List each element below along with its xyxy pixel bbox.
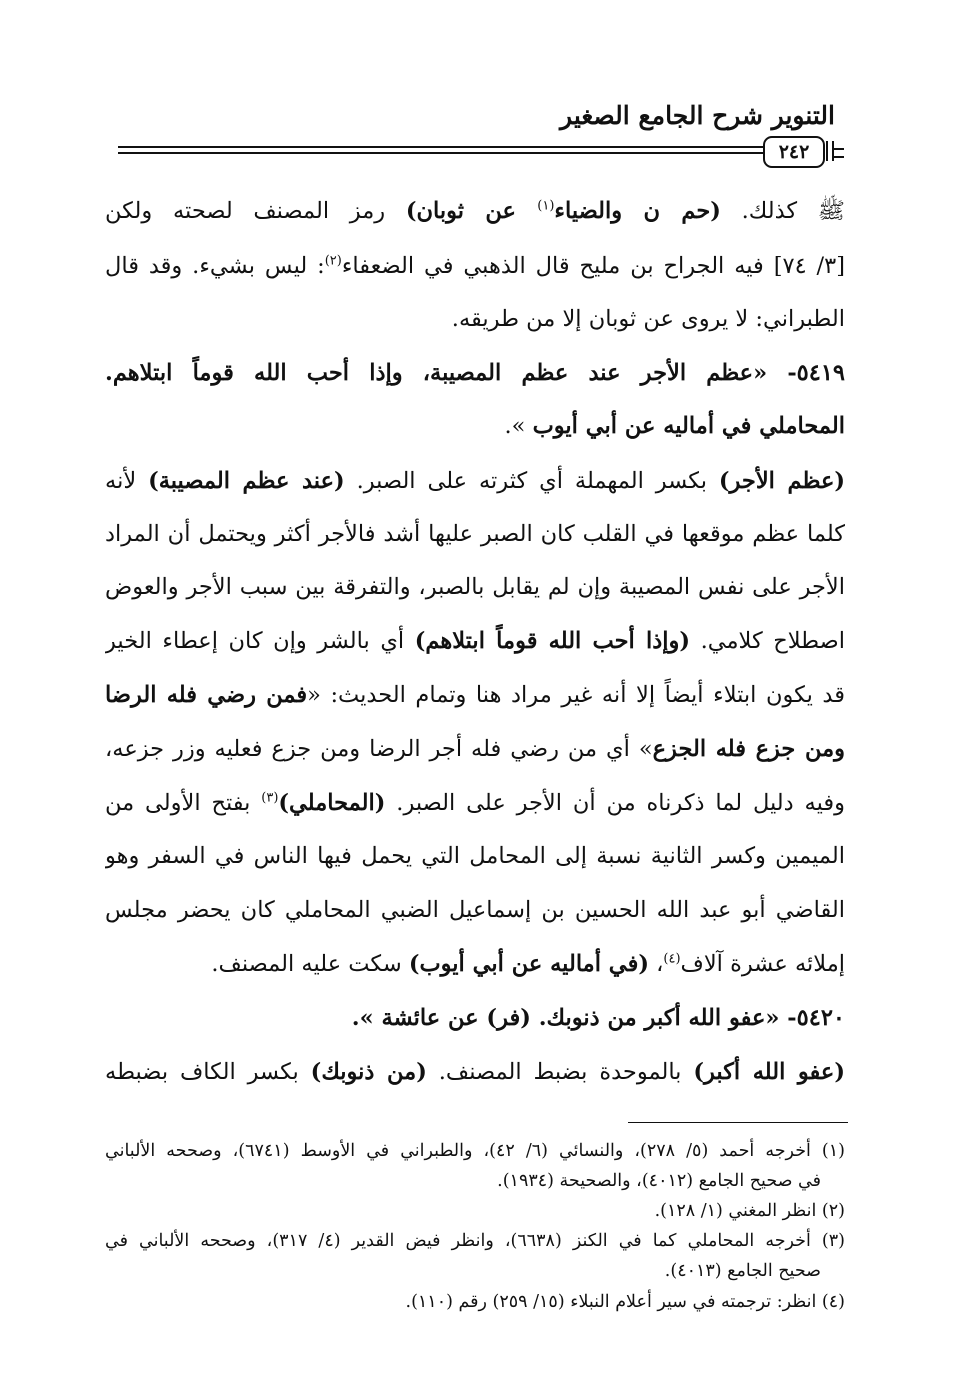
text-span: اصطلاح كلامي. [690, 628, 845, 654]
citation-bold: عن ثوبان) [405, 198, 538, 224]
text-span: وفيه دليل لما ذكرناه من أن الأجر على الصبر. [385, 790, 845, 816]
page-number-ornament-lines [834, 148, 844, 158]
text-line-12 [105, 783, 845, 823]
text-line-2 [105, 246, 845, 286]
page-number-ornament [826, 141, 834, 161]
footnote-separator [628, 1122, 848, 1123]
lemma-bold: (عفو الله أكبر) [693, 1059, 845, 1085]
text-line-17 [105, 1052, 845, 1092]
text-line-14 [105, 890, 845, 930]
footnote-3-line-2: صحيح الجامع (٤٠١٣). [664, 1261, 821, 1281]
quote-bold: فمن رضي فله الرضا [105, 682, 308, 708]
text-span: [٣/ ٧٤] فيه الجراح بن مليح قال الذهبي في الضعفاء [341, 253, 845, 279]
footnote-ref-3: (٣) [261, 790, 279, 806]
text-span: كلما عظم موقعها في القلب كان الصبر عليها أشد فالأجر أكثر ويحتمل أن المراد [105, 521, 845, 547]
lemma-bold: (وإذا أحب الله قوماً ابتلاهم) [414, 628, 691, 654]
text-span: بكسر الكاف بضبطه [105, 1059, 311, 1085]
text-span: الطبراني: لا يروى عن ثوبان إلا من طريقه. [451, 306, 845, 332]
lemma-bold: (في أماليه عن أبي أيوب) [408, 951, 649, 977]
text-span: الأجر على نفس المصيبة وإن لم يقابل بالصبر، والتفرقة بين سبب الأجر والعوض [105, 574, 845, 600]
footnote-4: (٤) انظر: ترجمته في سير أعلام النبلاء (١٥/ ٢٥٩) رقم (١١٠). [405, 1292, 845, 1312]
footnote-1-line-1: (١) أخرجه أحمد (٥/ ٢٧٨)، والنسائي (٦/ ٤٢)، والطبراني في الأوسط (٦٧٤١)، وصححه الألباني [105, 1141, 845, 1161]
text-line-1 [105, 191, 845, 231]
text-span: ، [648, 951, 664, 977]
text-line-8 [105, 567, 845, 607]
text-span: بالموحدة بضبط المصنف. [426, 1059, 694, 1085]
footnote-ref-2: (٢) [324, 253, 342, 269]
footnote-1-line-2: في صحيح الجامع (٤٠١٢)، والصحيحة (١٩٣٤). [497, 1171, 821, 1191]
text-span: أي بالشر وإن كان إعطاء الخير [105, 628, 415, 654]
hadith-5419-line-2 [105, 406, 845, 446]
text-span: القاضي أبو عبد الله الحسين بن إسماعيل الضبي المحاملي كان يحضر مجلس [105, 897, 845, 923]
page-number: ٢٤٢ [763, 136, 825, 168]
quote-bold: ومن جزع فله الجزع [652, 736, 845, 762]
text-span: رمز المصنف لصحته ولكن [105, 198, 406, 224]
text-span: » أي من رضي فله أجر الرضا ومن جزع فعليه وزر جزعه، [105, 736, 653, 762]
text-span: بفتح الأولى من [105, 790, 262, 816]
text-line-11 [105, 729, 845, 769]
footnote-3-line-1: (٣) أخرجه المحاملي كما في الكنز (٦٦٣٨)، وانظر فيض القدير (٤/ ٣١٧)، وصححه الألباني في [105, 1231, 845, 1251]
text-span: لأنه [105, 468, 149, 494]
footnote-2: (٢) انظر المغني (١/ ١٢٨). [654, 1201, 845, 1221]
hadith-5420 [105, 998, 845, 1038]
text-span: قد يكون ابتلاء أيضاً إلا أنه غير مراد هنا وتمام الحديث: « [307, 682, 845, 708]
text-span: سكت عليه المصنف. [211, 951, 409, 977]
text-span: ». [504, 413, 533, 439]
header-rule-top [118, 146, 763, 148]
text-span: بكسر المهملة أي كثرته على الصبر. [344, 468, 719, 494]
lemma-bold: (عند عظم المصيبة) [148, 468, 345, 494]
text-line-6 [105, 461, 845, 501]
footnote-ref-4: (٤) [663, 951, 681, 967]
text-line-9 [105, 621, 845, 661]
text-span: : ليس بشيء. وقد قال [105, 253, 325, 279]
lemma-bold: (المحاملي) [278, 790, 386, 816]
citation-bold: (حم ن والضياء [554, 198, 721, 224]
running-header-title: التنوير شرح الجامع الصغير [560, 101, 835, 130]
hadith-5419-line-1 [105, 353, 845, 393]
text-line-7 [105, 514, 845, 554]
text-span: الميمين وكسر الثانية نسبة إلى المحامل التي يحمل فيها الناس في السفر وهو [105, 843, 845, 869]
hadith-source: المحاملي في أماليه عن أبي أيوب [532, 413, 845, 439]
hadith-text: ٥٤٢٠- «عفو الله أكبر من ذنوبك. (فر) عن عائشة ». [351, 1005, 845, 1031]
text-line-10 [105, 675, 845, 715]
text-line-3 [105, 299, 845, 339]
lemma-bold: (عظم الأجر) [718, 468, 845, 494]
hadith-text: ٥٤١٩- «عظم الأجر عند عظم المصيبة، وإذا أحب الله قوماً ابتلاهم. [105, 360, 845, 386]
text-line-13 [105, 836, 845, 876]
text-line-15 [105, 944, 845, 984]
text-span: إملائه عشرة آلاف [680, 951, 845, 977]
footnote-ref-1: (١) [537, 198, 555, 214]
lemma-bold: (من ذنوبك) [310, 1059, 427, 1085]
header-rule-bottom [118, 152, 763, 154]
text-span: ﷺ كذلك. [720, 198, 845, 224]
